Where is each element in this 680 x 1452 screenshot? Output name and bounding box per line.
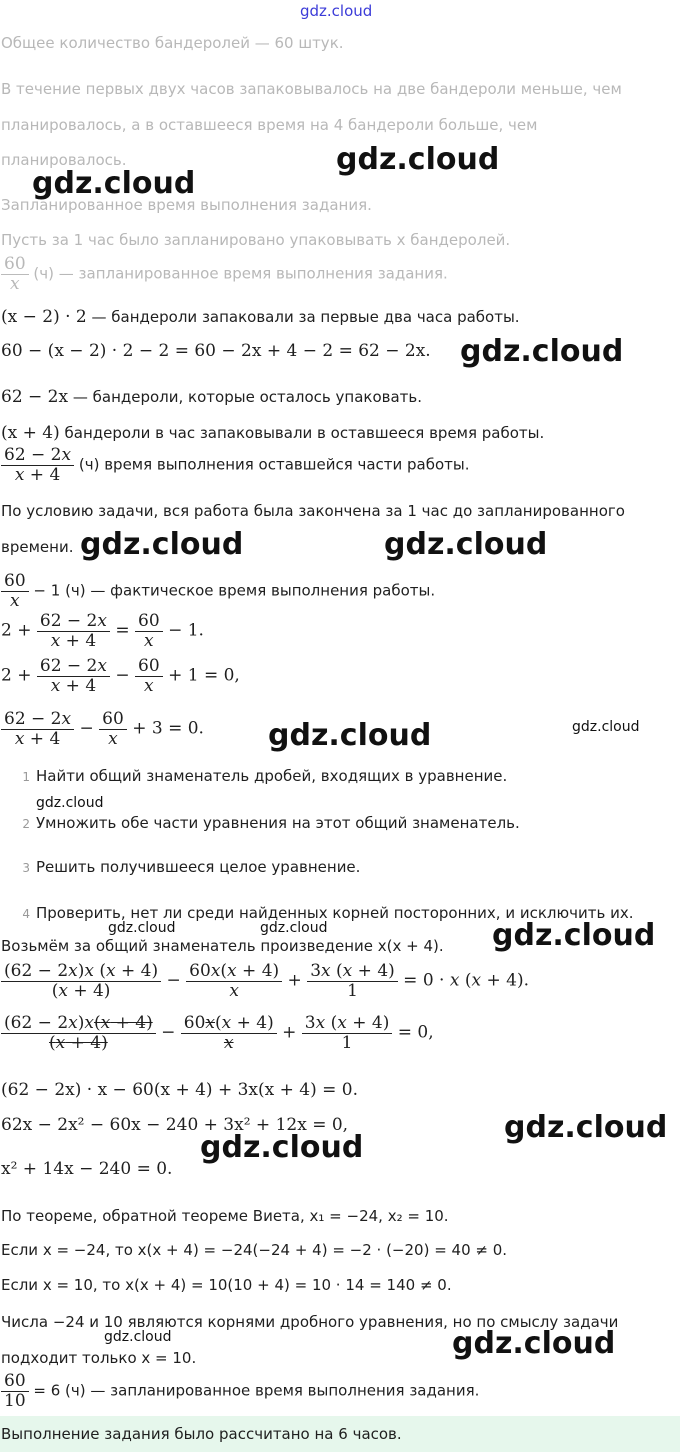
text-line: Числа −24 и 10 являются корнями дробного уравнения, но по смыслу задачи: [1, 1313, 619, 1331]
math-line: (x + 4) бандероли в час запаковывали в оставшееся время работы.: [1, 423, 545, 443]
watermark: gdz.cloud: [32, 166, 196, 201]
text-line: времени.: [1, 538, 74, 556]
step-item: 4 Проверить, нет ли среди найденных корней посторонних, и исключить их.: [22, 904, 634, 922]
math-line: (x − 2) · 2 — бандероли запаковали за первые два часа работы.: [1, 307, 520, 327]
text-line: планировалось.: [1, 151, 127, 169]
watermark: gdz.cloud: [492, 918, 656, 953]
watermark: gdz.cloud: [336, 142, 500, 177]
equation: 2 + $\frac{62 - 2x}{x + 4}$ − $\frac{60}{x}$ + 1 = 0,: [1, 656, 240, 696]
watermark: gdz.cloud: [104, 1329, 172, 1345]
math-line: 60 − (x − 2) · 2 − 2 = 60 − 2x + 4 − 2 = 62 − 2x.: [1, 341, 431, 361]
fraction-line: $\frac{60}{x}$ (ч) — запланированное время выполнения задания.: [1, 255, 448, 293]
step-item: 1 Найти общий знаменатель дробей, входящих в уравнение.: [22, 767, 508, 785]
watermark: gdz.cloud: [108, 920, 176, 936]
equation: $\frac{(62 - 2x)x(x + 4)}{(x + 4)}$ − $\frac{60x(x + 4)}{x}$ + $\frac{3x (x + 4)}{1}$ = 0,: [1, 1014, 434, 1052]
watermark: gdz.cloud: [36, 795, 104, 811]
watermark: gdz.cloud: [268, 718, 432, 753]
fraction-line: $\frac{60}{x}$ − 1 (ч) — фактическое время выполнения работы.: [1, 572, 435, 610]
text-line: По условию задачи, вся работа была закончена за 1 час до запланированного: [1, 502, 625, 520]
text-line: Общее количество бандеролей — 60 штук.: [1, 34, 344, 52]
text-line: подходит только x = 10.: [1, 1349, 197, 1367]
equation: (62 − 2x) · x − 60(x + 4) + 3x(x + 4) = 0.: [1, 1080, 358, 1100]
text-line: Если x = 10, то x(x + 4) = 10(10 + 4) = 10 · 14 = 140 ≠ 0.: [1, 1276, 452, 1294]
equation: 62x − 2x² − 60x − 240 + 3x² + 12x = 0,: [1, 1115, 349, 1135]
text-line: Возьмём за общий знаменатель произведение x(x + 4).: [1, 937, 444, 955]
text-line: Пусть за 1 час было запланировано упаковывать x бандеролей.: [1, 231, 511, 249]
fraction-line: $\frac{60}{10}$ = 6 (ч) — запланированное время выполнения задания.: [1, 1372, 479, 1410]
watermark: gdz.cloud: [80, 527, 244, 562]
text-line: По теореме, обратной теореме Виета, x₁ = −24, x₂ = 10.: [1, 1207, 449, 1225]
watermark: gdz.cloud: [572, 719, 640, 735]
step-item: 3 Решить получившееся целое уравнение.: [22, 858, 361, 876]
watermark: gdz.cloud: [200, 1130, 364, 1165]
text-line: Запланированное время выполнения задания.: [1, 196, 372, 214]
watermark-top: gdz.cloud: [300, 2, 373, 20]
text-line: Если x = −24, то x(x + 4) = −24(−24 + 4) = −2 · (−20) = 40 ≠ 0.: [1, 1241, 508, 1259]
text-line: планировалось, а в оставшееся время на 4 бандероли больше, чем: [1, 116, 538, 134]
math-line: 62 − 2x — бандероли, которые осталось упаковать.: [1, 387, 423, 407]
watermark: gdz.cloud: [384, 527, 548, 562]
fraction-line: $\frac{62 - 2x}{x + 4}$ (ч) время выполнения оставшейся части работы.: [1, 446, 470, 484]
equation: $\frac{62 - 2x}{x + 4}$ − $\frac{60}{x}$ + 3 = 0.: [1, 710, 204, 748]
equation: $\frac{(62 - 2x)x (x + 4)}{(x + 4)}$ − $\frac{60x(x + 4)}{x}$ + $\frac{3x (x + 4)}{1}$ = 0 · x (x + 4).: [1, 962, 529, 1000]
step-item: 2 Умножить обе части уравнения на этот общий знаменатель.: [22, 814, 520, 832]
watermark: gdz.cloud: [504, 1110, 668, 1145]
equation: x² + 14x − 240 = 0.: [1, 1159, 173, 1179]
watermark: gdz.cloud: [452, 1326, 616, 1361]
watermark: gdz.cloud: [460, 334, 624, 369]
equation: 2 + $\frac{62 - 2x}{x + 4}$ = $\frac{60}{x}$ − 1.: [1, 611, 204, 651]
watermark: gdz.cloud: [260, 920, 328, 936]
answer-box: Выполнение задания было рассчитано на 6 часов.: [0, 1416, 680, 1452]
text-line: В течение первых двух часов запаковывалось на две бандероли меньше, чем: [1, 80, 622, 98]
